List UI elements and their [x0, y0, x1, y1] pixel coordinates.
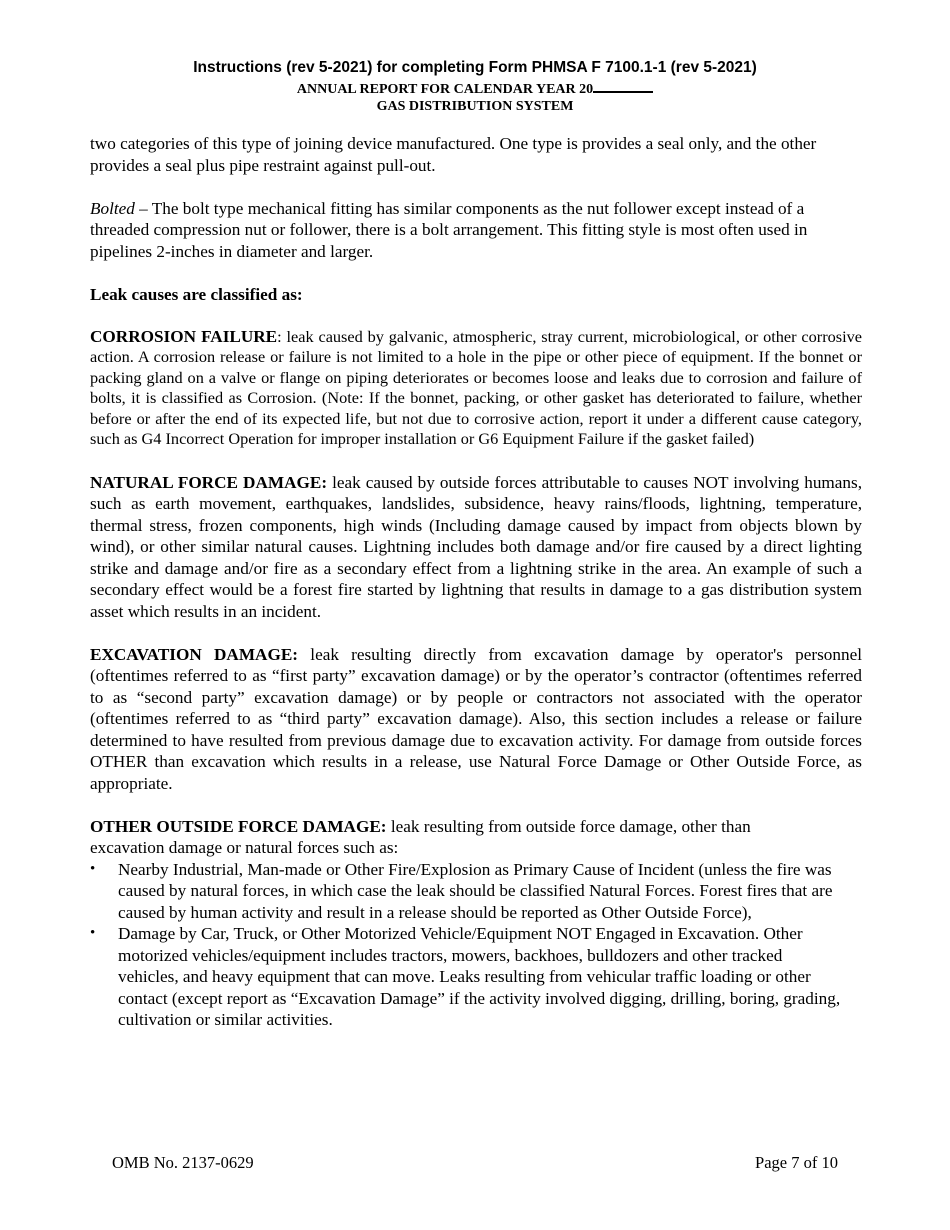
list-item-text: Nearby Industrial, Man-made or Other Fire/Explosion as Primary Cause of Incident (unless the fire was caused by natural forces, in which case the leak should be classified Natural Forces. Forest fires that are caused by human activity and result in a release should be reported as Other Outside Force),	[118, 859, 833, 922]
corrosion-term: CORROSION FAILURE	[90, 326, 278, 346]
paragraph-excavation	[90, 644, 862, 795]
form-instructions-title: Instructions (rev 5-2021) for completing Form PHMSA F 7100.1-1 (rev 5-2021)	[193, 59, 757, 76]
bullet-glyph: •	[90, 860, 96, 877]
paragraph-other-outside-force	[90, 816, 862, 859]
page-header	[0, 58, 950, 115]
omb-number: OMB No. 2137-0629	[112, 1153, 254, 1172]
bullet-glyph: •	[90, 925, 96, 942]
bolted-text: – The bolt type mechanical fitting has similar components as the nut follower except instead of a threaded compression nut or follower, there is a bolt arrangement. This fitting style is most often used in pipelines 2-inches in diameter and larger.	[90, 198, 808, 261]
other-outside-force-term: OTHER OUTSIDE FORCE DAMAGE:	[90, 816, 387, 836]
page-number: Page 7 of 10	[755, 1153, 838, 1172]
leak-causes-heading: Leak causes are classified as:	[90, 284, 303, 304]
paragraph-bolted	[90, 198, 862, 263]
excavation-term: EXCAVATION DAMAGE:	[90, 644, 299, 664]
calendar-year-blank	[593, 78, 653, 93]
annual-report-title-text: ANNUAL REPORT FOR CALENDAR YEAR 20	[296, 82, 594, 97]
paragraph-corrosion	[90, 327, 862, 451]
corrosion-text: : leak caused by galvanic, atmospheric, stray current, microbiological, or other corrosive action. A corrosion release or failure is not limited to a hole in the pipe or other piece of equipment. If the bonnet or packing gland on a valve or flange on piping deteriorates or becomes loose and leaks due to corrosion and failure of bolts, it is classified as Corrosion. (Note: If the bonnet, packing, or other gasket has deteriorated to failure, whether before or after the end of its expected life, but not due to corrosive action, report it under a different cause category, such as G4 Incorrect Operation for improper installation or G6 Equipment Failure if the gasket failed)	[90, 326, 862, 449]
natural-force-text: leak caused by outside forces attributable to causes NOT involving humans, such as earth movement, earthquakes, landslides, subsidence, heavy rains/floods, lightning, temperature, thermal stress, frozen components, high winds (Including damage caused by impact from objects blown by wind), or other similar natural causes. Lightning includes both damage and/or fire caused by a direct lighting strike and damage and/or fire as a secondary effect from a lightning strike in the area. An example of such a secondary effect would be a forest fire started by lightning that results in damage to a gas distribution system asset which results in an incident.	[90, 472, 862, 621]
paragraph-intro: two categories of this type of joining device manufactured. One type is provides a seal only, and the other provides a seal plus pipe restraint against pull-out.	[90, 134, 817, 175]
annual-report-title	[0, 78, 950, 98]
list-item	[90, 859, 862, 924]
list-item	[90, 923, 862, 1031]
bolted-term: Bolted	[90, 198, 135, 218]
paragraph-natural-force	[90, 472, 862, 623]
other-outside-force-text: leak resulting from outside force damage, other than excavation damage or natural forces such as:	[90, 816, 751, 858]
document-body	[90, 133, 862, 1031]
excavation-text: leak resulting directly from excavation damage by operator's personnel (oftentimes referred to as “first party” excavation damage) or by the operator’s contractor (oftentimes referred to as “second party” excavation damage) or by people or contractors not associated with the operator (oftentimes referred to as “third party” excavation damage). Also, this section includes a release or failure determined to have resulted from previous damage due to excavation activity. For damage from outside forces OTHER than excavation which results in a release, use Natural Force Damage or Other Outside Force, as appropriate.	[90, 644, 862, 793]
list-item-text: Damage by Car, Truck, or Other Motorized Vehicle/Equipment NOT Engaged in Excavation. Other motorized vehicles/equipment includes tractors, mowers, backhoes, bulldozers and other tracked vehicles, and heavy equipment that can move. Leaks resulting from vehicular traffic loading or other contact (except report as “Excavation Damage” if the activity involved digging, drilling, boring, grading, cultivation or similar activities.	[118, 924, 841, 1030]
outside-force-list	[90, 859, 862, 1031]
natural-force-term: NATURAL FORCE DAMAGE:	[90, 472, 328, 492]
system-type-title: GAS DISTRIBUTION SYSTEM	[376, 99, 574, 114]
